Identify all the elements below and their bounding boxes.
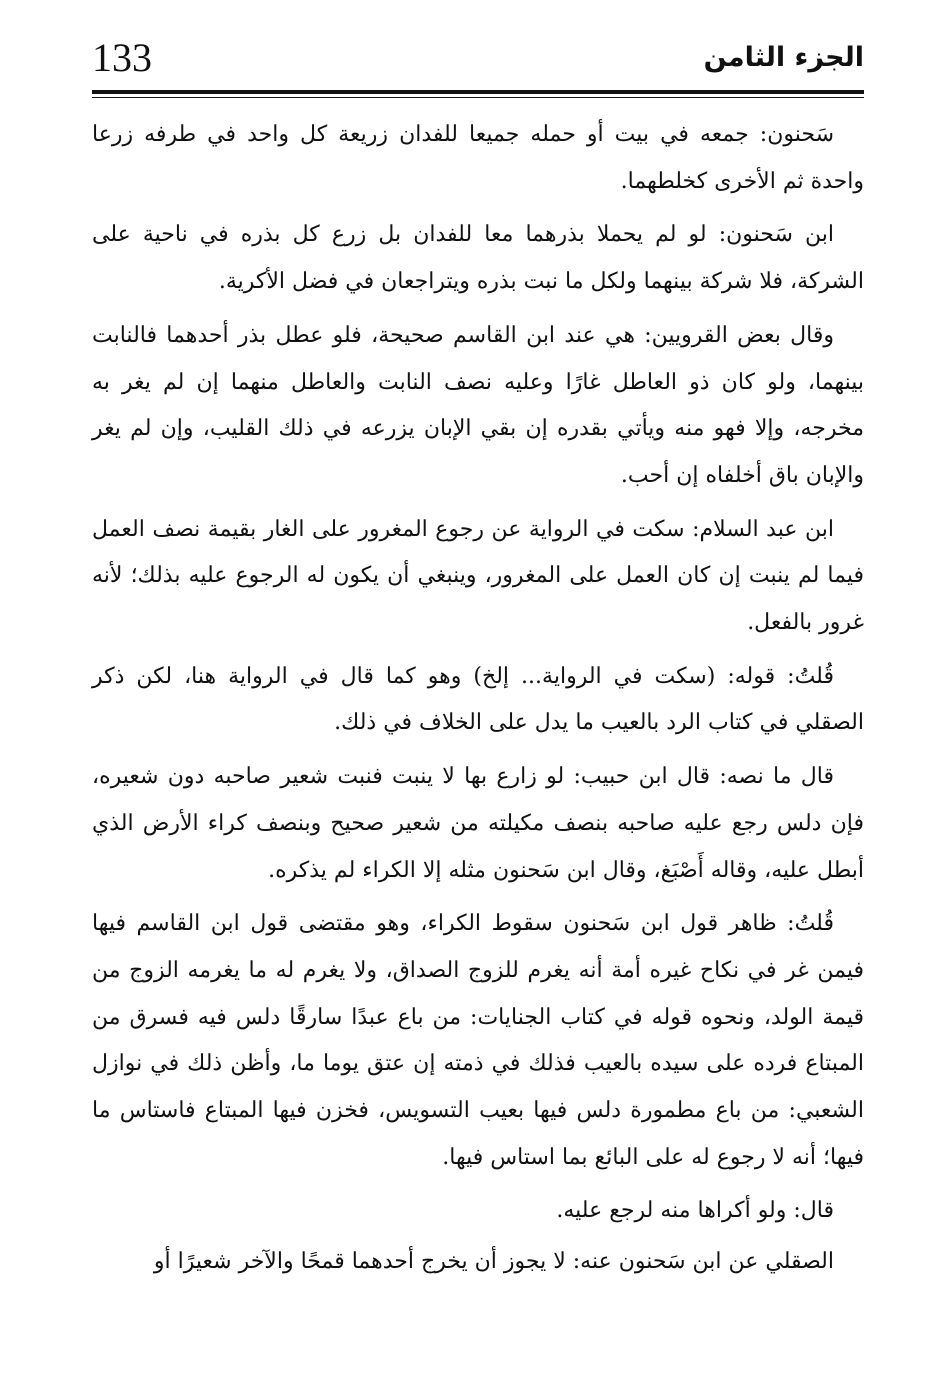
header-rule-thick (92, 90, 864, 94)
paragraph: قال ما نصه: قال ابن حبيب: لو زارع بها لا ينبت فنبت شعير صاحبه دون شعيره، فإن دلس رجع عليه صاحبه بنصف مكيلته من شعير صحيح وبنصف كراء الأرض الذي أبطل عليه، وقاله أَصْبَغ، وقال ابن سَحنون مثله إلا الكراء لم يذكره. (92, 764, 864, 883)
paragraph: ابن سَحنون: لو لم يحملا بذرهما معا للفدان بل زرع كل بذره في ناحية على الشركة، فلا شركة بينهما ولكل ما نبت بذره ويتراجعان في فضل الأكرية. (92, 222, 864, 295)
paragraph: الصقلي عن ابن سَحنون عنه: لا يجوز أن يخرج أحدهما قمحًا والآخر شعيرًا أو (153, 1249, 834, 1275)
running-title: الجزء الثامن (703, 42, 864, 73)
paragraph: ابن عبد السلام: سكت في الرواية عن رجوع المغرور على الغار بقيمة نصف العمل فيما لم ينبت إن كان العمل على المغرور، وينبغي أن يكون له الرجوع عليه بذلك؛ لأنه غرور بالفعل. (92, 516, 864, 636)
header-rule-thin (92, 97, 864, 98)
paragraph: قُلتُ: ظاهر قول ابن سَحنون سقوط الكراء، وهو مقتضى قول ابن القاسم فيها فيمن غر في نكاح غيره أمة أنه يغرم للزوج الصداق، ولا يغرم له ما يغرمه الزوج من قيمة الولد، ونحوه قوله في كتاب الجنايات: من باع عبدًا سارقًا دلس فيه فسرق من المبتاع فرده على سيده بالعيب فذلك في ذمته إن عتق يوما ما، وأظن ذلك في نوازل الشعبي: من باع مطمورة دلس فيها بعيب التسويس، فخزن فيها المبتاع فاستاس ما فيها؛ أنه لا رجوع له على البائع بما استاس فيها. (92, 911, 864, 1170)
page-header (92, 32, 864, 88)
paragraph: وقال بعض القرويين: هي عند ابن القاسم صحيحة، فلو عطل بذر أحدهما فالنابت بينهما، ولو كان ذو العاطل غارًا وعليه نصف النابت والعاطل منهما إن لم يغر به مخرجه، وإلا فهو منه ويأتي بقدره إن بقي الإبان يزرعه في ذلك القليب، وإن لم يغر والإبان باق أخلفاه إن أحب. (92, 322, 864, 488)
page-number: 133 (92, 35, 152, 80)
paragraph: سَحنون: جمعه في بيت أو حمله جميعا للفدان زريعة كل واحد في طرفه زرعا واحدة ثم الأخرى كخلطهما. (92, 122, 864, 194)
paragraph: قُلتُ: قوله: (سكت في الرواية... إلخ) وهو كما قال في الرواية هنا، لكن ذكر الصقلي في كتاب الرد بالعيب ما يدل على الخلاف في ذلك. (92, 663, 864, 736)
body-text (92, 112, 864, 1290)
paragraph: قال: ولو أكراها منه لرجع عليه. (556, 1198, 834, 1224)
